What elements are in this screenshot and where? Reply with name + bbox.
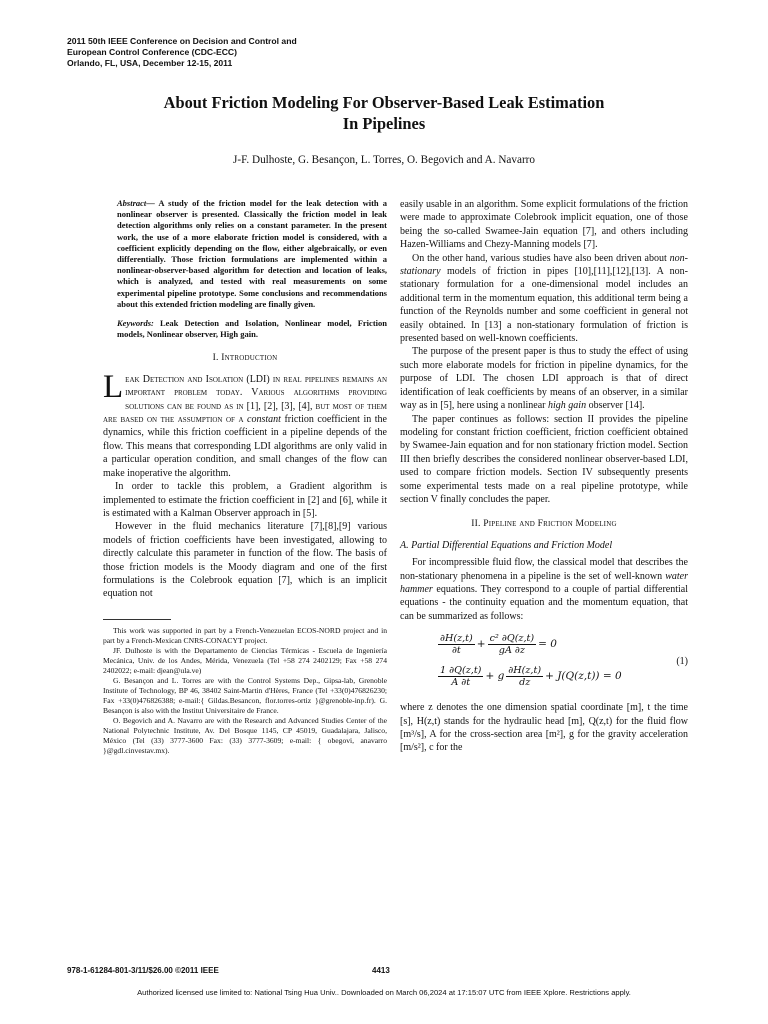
abstract [103, 198, 387, 310]
equation-number: (1) [676, 656, 688, 668]
section-heading-pipeline-modeling: II. Pipeline and Friction Modeling [471, 518, 617, 530]
body-paragraph: The paper continues as follows: section II provides the pipeline modeling for constant friction coefficient, friction coefficient obtained by Swamee-Jain equation and for non stationary friction model. Section III then briefly describes the considered nonlinear observer-based LDI, used to compare friction models. Section IV subsequently presents some experimental tests made on a real pipeline prototype, while section V finally concludes the paper. [400, 413, 688, 505]
intro-text-end: friction coefficient in the dynamics, while this friction coefficient in a pipeline depends of the flow. This means that corresponding LDI algorithms are only valid in a particular operation condition, and small changes of the flow can make inoperative the algorithm. [103, 414, 387, 479]
intro-paragraph [103, 368, 387, 480]
page-number: 4413 [372, 966, 390, 975]
body-emphasis: non-stationary [400, 252, 688, 278]
operator: + [476, 637, 486, 650]
intro-paragraph: In order to tackle this problem, a Gradient algorithm is implemented to estimate the friction coefficient in [2] and [6], while it is estimated with a Kalman Observer approach in [5]. [103, 481, 387, 519]
body-paragraph: where z denotes the one dimension spatial coordinate [m], t the time [s], H(z,t) stands for the hydraulic head [m], Q(z,t) for the fluid flow [m³/s], A for the cross-section area [m²], g for the gravity acceleration [m/s²], c for the [400, 702, 688, 754]
conference-header [67, 36, 297, 69]
title-line: In Pipelines [342, 114, 426, 133]
license-notice: Authorized licensed use limited to: National Tsing Hua Univ.. Downloaded on March 06,2024 at 17:15:07 UTC from IEEE Xplore. Restrictions apply. [137, 988, 631, 997]
denominator: dz [519, 677, 531, 689]
denominator: ∂t [451, 645, 461, 657]
numerator: c² ∂Q(z,t) [489, 633, 535, 645]
body-text: equations. They correspond to a couple of partial differential equations - the continuity equation and the momentum equation, that can be summarized as follows: [400, 583, 688, 622]
body-paragraph [400, 252, 688, 346]
equation-rhs: + J(Q(z,t)) = 0 [545, 669, 622, 682]
body-text: For incompressible fluid flow, the classical model that describes the non-stationary phenomena in a pipeline is the set of well-known [400, 557, 688, 582]
fraction [488, 633, 537, 656]
body-text: On the other hand, various studies have also been driven about [412, 252, 670, 264]
abstract-lead: Abstract [117, 198, 147, 208]
conference-line: Orlando, FL, USA, December 12-15, 2011 [67, 58, 233, 68]
abstract-text: — A study of the friction model for the leak detection with a nonlinear observer is presented. Classically the friction model in leak detection algorithms only relies on a constant parameter. In the present work, the use of a more elaborate friction model is considered, with a coefficient explicitly depending on the flow, either algebraically, or even differentially. Those friction formulations are implemented within a nonlinear-observer-based algorithm for detection and location of leaks, which is analyzed, and tested with real measurements on some experimental pipeline prototype. Some conclusions and recommendations about this extended friction modeling are finally given. [117, 198, 387, 309]
intro-text: eak Detection and Isolation (LDI) in real pipelines remains an important problem today. Various algorithms providing solutions can be found as in [1], [2], [3], [4], but most of them are based on the assumption of a [103, 373, 387, 426]
paper-authors: J-F. Dulhoste, G. Besançon, L. Torres, O. Begovich and A. Navarro [233, 154, 535, 166]
equation-1 [400, 631, 688, 695]
section-heading-introduction: I. Introduction [212, 352, 278, 364]
body-text: models of friction in pipes [10],[11],[12],[13]. A non-stationary formulation for a one-dimensional model includes an additional term in the momentum equation, this additional term being a function of the Reynolds number and some coefficient in general not easily obtained. In [13] a non-stationary formulation of friction is presented based on well-known coefficients. [400, 266, 688, 345]
keywords-text: Leak Detection and Isolation, Nonlinear model, Friction models, Nonlinear observer, High gain. [117, 318, 387, 340]
subsection-heading: A. Partial Differential Equations and Friction Model [400, 539, 613, 551]
denominator: gA ∂z [498, 645, 525, 657]
body-paragraph [400, 556, 688, 623]
conference-line: European Control Conference (CDC-ECC) [67, 47, 237, 57]
right-column [400, 198, 688, 755]
body-emphasis: high gain [548, 400, 587, 412]
fraction [438, 665, 483, 688]
keywords [103, 318, 387, 340]
numerator: 1 ∂Q(z,t) [440, 665, 482, 677]
left-column [103, 198, 387, 756]
footnote-divider [103, 619, 171, 620]
numerator: ∂H(z,t) [508, 665, 542, 677]
keywords-lead: Keywords: [117, 318, 154, 329]
intro-emphasis: constant [247, 414, 281, 426]
paper-title [60, 92, 708, 134]
operator: + g [485, 669, 505, 682]
body-text: observer [14]. [586, 400, 645, 412]
denominator: A ∂t [451, 677, 471, 689]
footnote: This work was supported in part by a French-Venezuelan ECOS-NORD project and in part by a French-Mexican CNRS-CONACYT project. [103, 625, 387, 645]
footnote: JF. Dulhoste is with the Departamento de Ciencias Térmicas - Escuela de Ingeniería Mecánica, Univ. de los Andes, Mérida, Venezuela (Tel +58 274 2402129; Fax +58 274 2402022; e-mail: djean@ula.ve) [103, 645, 387, 675]
equation-line [436, 665, 622, 688]
footer-isbn: 978-1-61284-801-3/11/$26.00 ©2011 IEEE [67, 966, 219, 975]
footnote: G. Besançon and L. Torres are with the Control Systems Dep., Gipsa-lab, Grenoble Institute of Technology, BP 46, 38402 Saint-Martin d'Hères, France (Tel +33(0)476826230; Fax +33(0)476826388; e-mail:{ Gildas.Besancon, flor.torres-ortiz }@grenoble-inp.fr). G. Besançon is also with the Institut Universitaire de France. [103, 675, 387, 715]
title-line: About Friction Modeling For Observer-Based Leak Estimation [163, 93, 605, 112]
numerator: ∂H(z,t) [440, 633, 473, 645]
body-paragraph [400, 345, 688, 412]
footnote: O. Begovich and A. Navarro are with the Research and Advanced Studies Center of the National Polytechnic Institute, Av. Del Bosque 1145, CP 45019, Guadalajara, Jalisco, México (Tel (33) 3777-3600 Fax: (33) 3777-3609; e-mail: { obegovi, anavarro }@gdl.cinvestav.mx). [103, 715, 387, 755]
fraction [506, 665, 543, 688]
drop-cap: L [103, 368, 124, 405]
body-paragraph: easily usable in an algorithm. Some explicit formulations of the friction were made to approximate Colebrook implicit equation, one of those being the so-called Swamee-Jain equation [7], and others including Hazen-Williams and Chezy-Manning models [7]. [400, 199, 688, 251]
conference-line: 2011 50th IEEE Conference on Decision and Control and [67, 36, 297, 46]
body-emphasis: water hammer [400, 570, 688, 595]
intro-paragraph: However in the fluid mechanics literature [7],[8],[9] various models of friction coefficients have been investigated, allowing to directly calculate this parameter in function of the flow. The basis of those friction models is the Moody diagram and one of the first formulations is the Colebrook equation [7], which is an implicit equation not [103, 521, 387, 600]
equation-rhs: = 0 [538, 637, 557, 650]
body-text: The purpose of the present paper is thus to study the effect of using such more elaborate models for friction in pipeline dynamics, for the purpose of LDI. The chosen LDI approach is that of direct identification of leak coefficients by means of an observer, in a similar way as in [5], here using a nonlinear [400, 346, 688, 412]
equation-line [436, 633, 557, 656]
fraction [438, 633, 475, 656]
footnotes [103, 626, 387, 756]
